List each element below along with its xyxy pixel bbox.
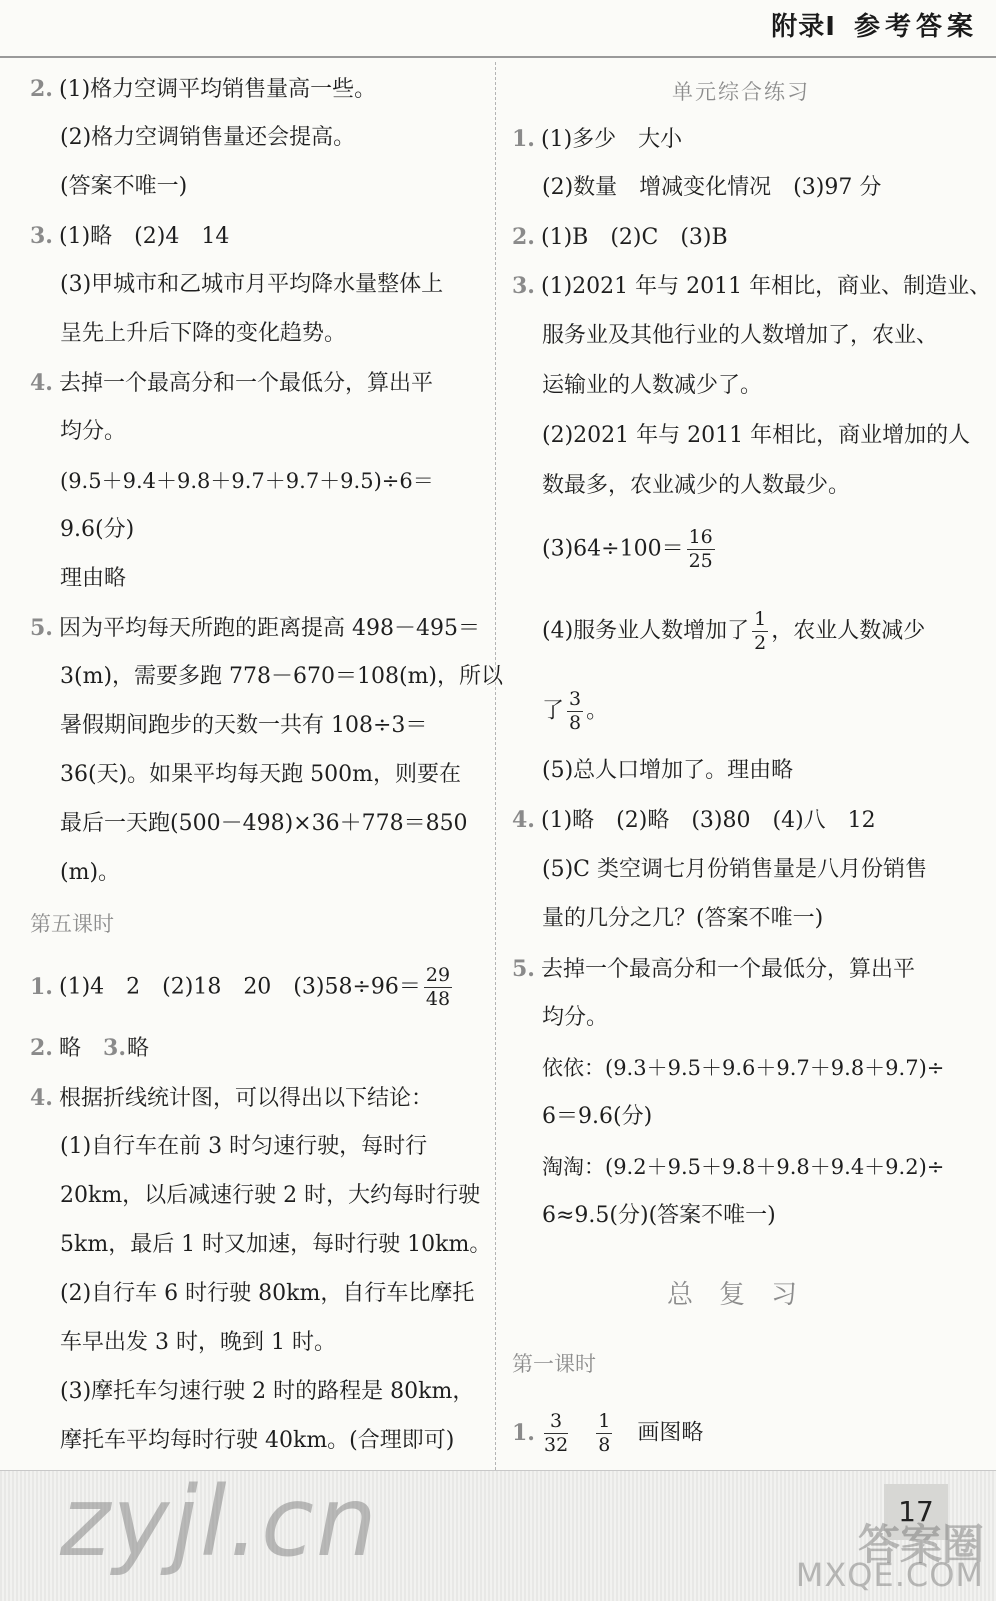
fraction-numerator: 29 bbox=[425, 964, 451, 986]
answer-line bbox=[512, 124, 682, 155]
question-number: 2. bbox=[512, 224, 535, 250]
answer-text: (1)多少 大小 bbox=[541, 127, 683, 152]
answer-text: (1)格力空调平均销售量高一些。 bbox=[59, 77, 377, 102]
answer-text: 画图略 bbox=[637, 1420, 704, 1446]
question-number: 1. bbox=[512, 1419, 535, 1446]
answer-line bbox=[30, 1033, 149, 1064]
answer-line bbox=[542, 610, 925, 653]
question-number: 2. bbox=[30, 1035, 53, 1061]
answer-line: 暑假期间跑步的天数一共有 108÷3＝ bbox=[60, 713, 428, 738]
answer-line: 6＝9.6(分) bbox=[542, 1104, 653, 1129]
answer-text: (1)2021 年与 2011 年相比，商业、制造业、 bbox=[541, 274, 992, 299]
answer-text: 因为平均每天所跑的距离提高 498－495＝ bbox=[59, 616, 480, 641]
answer-line: 淘淘：(9.2＋9.5＋9.8＋9.8＋9.4＋9.2)÷ bbox=[542, 1155, 945, 1179]
answer-text: 略 bbox=[59, 1036, 82, 1061]
answer-line: 均分。 bbox=[60, 419, 127, 444]
fraction-numerator: 3 bbox=[544, 1412, 568, 1434]
question-number: 3. bbox=[30, 223, 53, 249]
question-number: 2. bbox=[30, 76, 53, 102]
answers-label: 参考答案 bbox=[853, 12, 978, 42]
section-heading-lesson-1: 第一课时 bbox=[512, 1352, 596, 1376]
answer-text: (1)B (2)C (3)B bbox=[541, 225, 728, 250]
answer-text: 了 bbox=[542, 698, 565, 724]
watermark-mxqe-logo: 答案圈 bbox=[857, 1520, 984, 1569]
watermark-zyjl: zyjl.cn bbox=[60, 1466, 379, 1578]
answer-line: 数最多，农业减少的人数最少。 bbox=[542, 473, 851, 498]
answer-line: 呈先上升后下降的变化趋势。 bbox=[60, 321, 347, 346]
answer-line bbox=[542, 690, 608, 733]
answer-text: (1)略 (2)略 (3)80 (4)八 12 bbox=[541, 808, 876, 833]
page-header bbox=[0, 0, 996, 58]
fraction-denominator: 2 bbox=[754, 632, 767, 654]
answer-line: 5km，最后 1 时又加速，每时行驶 10km。 bbox=[60, 1232, 492, 1257]
answer-line: (1)自行车在前 3 时匀速行驶，每时行 bbox=[60, 1134, 428, 1159]
answer-line: 车早出发 3 时，晚到 1 时。 bbox=[60, 1330, 336, 1355]
answer-text: (1)略 (2)4 14 bbox=[59, 224, 230, 249]
question-number: 1. bbox=[512, 126, 535, 152]
fraction bbox=[424, 966, 452, 1009]
answer-line: (5)总人口增加了。理由略 bbox=[542, 758, 794, 783]
answer-line: 服务业及其他行业的人数增加了，农业、 bbox=[542, 323, 939, 348]
fraction bbox=[544, 1412, 568, 1455]
fraction-denominator: 8 bbox=[598, 1434, 611, 1456]
answer-line: (2)2021 年与 2011 年相比，商业增加的人 bbox=[542, 423, 971, 448]
fraction-numerator: 1 bbox=[754, 608, 767, 630]
answer-line: (m)。 bbox=[60, 860, 121, 885]
answer-line bbox=[30, 1083, 433, 1114]
question-number: 5. bbox=[30, 615, 53, 641]
answer-line: 依依：(9.3＋9.5＋9.6＋9.7＋9.8＋9.7)÷ bbox=[542, 1056, 945, 1080]
fraction-numerator: 16 bbox=[688, 526, 713, 548]
fraction-denominator: 48 bbox=[425, 988, 451, 1010]
answer-text: ，农业人数减少 bbox=[771, 618, 926, 644]
fraction-denominator: 8 bbox=[569, 712, 582, 734]
answer-text: 去掉一个最高分和一个最低分，算出平 bbox=[541, 957, 916, 982]
answer-line bbox=[30, 966, 455, 1009]
question-number: 3. bbox=[103, 1035, 126, 1061]
answer-line: (3)摩托车匀速行驶 2 时的路程是 80km， bbox=[60, 1379, 475, 1404]
answer-line: (2)自行车 6 时行驶 80km，自行车比摩托 bbox=[60, 1281, 475, 1306]
column-divider bbox=[495, 62, 496, 1480]
answer-line: 理由略 bbox=[60, 566, 127, 591]
answer-line bbox=[30, 221, 229, 252]
answer-text: (4)服务业人数增加了 bbox=[542, 618, 750, 644]
watermark-mxqe-url: MXQE.COM bbox=[795, 1556, 984, 1594]
question-number: 1. bbox=[30, 973, 53, 1000]
fraction bbox=[752, 610, 768, 653]
answer-line: 6≈9.5(分)(答案不唯一) bbox=[542, 1203, 776, 1228]
answer-line: (2)数量 增减变化情况 (3)97 分 bbox=[542, 175, 882, 200]
answer-text: 去掉一个最高分和一个最低分，算出平 bbox=[59, 371, 434, 396]
answer-line: (3)甲城市和乙城市月平均降水量整体上 bbox=[60, 272, 444, 297]
answer-line bbox=[30, 613, 480, 644]
answer-line bbox=[30, 368, 433, 399]
answer-line bbox=[512, 805, 876, 836]
answer-line: (9.5＋9.4＋9.8＋9.7＋9.7＋9.5)÷6＝ bbox=[60, 469, 434, 493]
answer-line: 36(天)。如果平均每天跑 500m，则要在 bbox=[60, 762, 462, 787]
question-number: 4. bbox=[30, 370, 53, 396]
fraction bbox=[596, 1412, 612, 1455]
answer-line: 均分。 bbox=[542, 1005, 609, 1030]
answer-line bbox=[512, 1412, 703, 1455]
answer-text: 略 bbox=[127, 1036, 150, 1061]
question-number: 4. bbox=[30, 1085, 53, 1111]
fraction-denominator: 25 bbox=[688, 550, 713, 572]
answer-line: 3(m)，需要多跑 778－670＝108(m)，所以 bbox=[60, 664, 504, 689]
page-number: 17 bbox=[884, 1484, 948, 1540]
question-number: 3. bbox=[512, 273, 535, 299]
section-heading-unit-practice: 单元综合练习 bbox=[672, 80, 810, 104]
answer-line: 最后一天跑(500－498)×36＋778＝850 bbox=[60, 811, 468, 836]
answer-line bbox=[512, 954, 915, 985]
header-title bbox=[771, 6, 978, 43]
answer-line bbox=[512, 271, 991, 302]
appendix-label: 附录Ⅰ bbox=[771, 12, 836, 42]
answer-line: (2)格力空调销售量还会提高。 bbox=[60, 125, 356, 150]
fraction bbox=[567, 690, 583, 733]
fraction-numerator: 3 bbox=[569, 688, 582, 710]
answer-line: 20km，以后减速行驶 2 时，大约每时行驶 bbox=[60, 1183, 481, 1208]
section-heading-lesson-5: 第五课时 bbox=[30, 912, 114, 936]
question-number: 5. bbox=[512, 956, 535, 982]
answer-line: 摩托车平均每时行驶 40km。(合理即可) bbox=[60, 1428, 455, 1453]
answer-text: (3)64÷100＝ bbox=[542, 536, 684, 562]
answer-line bbox=[542, 528, 718, 571]
answer-line: (答案不唯一) bbox=[60, 174, 188, 199]
fraction-numerator: 1 bbox=[598, 1410, 611, 1432]
answer-line bbox=[30, 74, 376, 105]
section-heading-general-review: 总 复 习 bbox=[667, 1280, 798, 1310]
fraction-denominator: 32 bbox=[544, 1434, 569, 1456]
answer-text: 。 bbox=[586, 698, 609, 724]
question-number: 4. bbox=[512, 807, 535, 833]
answer-line: (5)C 类空调七月份销售量是八月份销售 bbox=[542, 857, 927, 882]
answer-text: (1)4 2 (2)18 20 (3)58÷96＝ bbox=[59, 974, 421, 1000]
answer-line: 运输业的人数减少了。 bbox=[542, 373, 763, 398]
answer-line: 9.6(分) bbox=[60, 517, 135, 542]
fraction bbox=[687, 528, 715, 571]
answer-text: 根据折线统计图，可以得出以下结论： bbox=[59, 1086, 434, 1111]
answer-line: 量的几分之几？(答案不唯一) bbox=[542, 906, 824, 931]
answer-line bbox=[512, 222, 728, 253]
